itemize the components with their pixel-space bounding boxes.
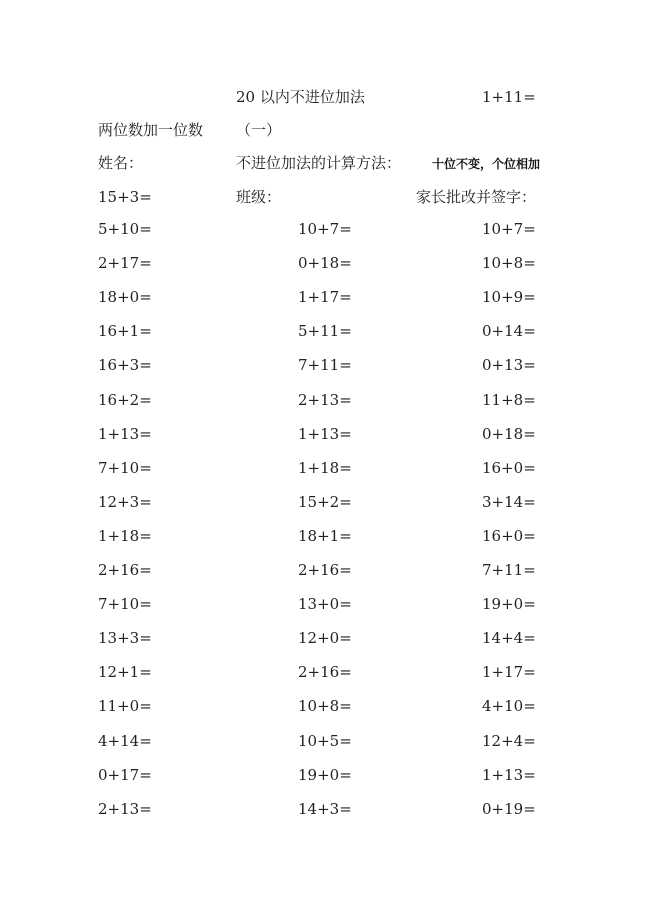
problem-row [0,219,650,239]
problem-row [0,390,650,410]
method-label: 不进位加法的计算方法： [236,154,402,172]
problem-cell: 16+1= [98,322,152,341]
problem-row [0,287,650,307]
method-text: 十位不变，个位相加 [432,157,541,171]
problem-cell: 2+16= [298,663,352,682]
problem-row [0,628,650,648]
problem-cell: 1+13= [98,424,152,443]
problem-cell: 10+7= [298,220,352,238]
problem-row [0,355,650,375]
problem-cell: 4+10= [482,697,536,716]
problem-cell: 2+16= [98,561,152,579]
problem-cell: 5+11= [298,322,352,341]
problem-cell: 7+10= [98,458,152,477]
problem-cell: 16+3= [98,356,152,375]
problem-cell: 18+1= [298,526,352,545]
problem-cell: 2+13= [298,390,352,409]
problem-row [0,662,650,682]
first-problem: 15+3= [98,188,152,206]
problem-cell: 16+0= [482,458,536,477]
problem-cell: 10+8= [482,254,536,273]
problem-row [0,321,650,341]
worksheet-subtitle: 两位数加一位数 [98,121,204,139]
problem-cell: 14+4= [482,629,536,648]
problem-cell: 10+7= [482,220,536,238]
problem-cell: 2+16= [298,561,352,579]
problem-cell: 11+0= [98,697,152,716]
problem-cell: 16+2= [98,390,152,409]
problem-cell: 12+0= [298,629,352,648]
problem-cell: 0+18= [482,424,536,443]
problem-cell: 15+2= [298,492,352,511]
problem-row [0,253,650,273]
worksheet-part: （一） [236,121,282,139]
problem-cell: 10+8= [298,697,352,716]
problem-cell: 0+19= [482,799,536,818]
problem-cell: 14+3= [298,799,352,818]
problem-cell: 13+3= [98,629,152,648]
problem-cell: 2+13= [98,799,152,818]
problem-cell: 12+4= [482,731,536,750]
problem-row [0,492,650,512]
sample-problem: 1+11= [482,88,536,106]
problem-cell: 1+13= [482,765,536,784]
problem-cell: 13+0= [298,595,352,614]
problem-row [0,526,650,546]
problem-cell: 10+9= [482,288,536,307]
problem-row [0,594,650,614]
problem-cell: 10+5= [298,731,352,750]
problem-cell: 0+17= [98,765,152,784]
problem-cell: 12+1= [98,663,152,682]
problem-row [0,458,650,478]
problem-row [0,696,650,716]
problem-cell: 0+18= [298,254,352,273]
problem-row [0,731,650,751]
problem-cell: 7+11= [298,356,352,375]
problem-cell: 1+17= [482,663,536,682]
parent-signature-label: 家长批改并签字： [416,188,537,206]
problem-cell: 4+14= [98,731,152,750]
problem-cell: 5+10= [98,220,152,238]
problem-cell: 7+10= [98,595,152,614]
name-label: 姓名： [98,154,144,172]
problem-cell: 19+0= [482,595,536,614]
problem-cell: 1+18= [298,458,352,477]
problem-cell: 16+0= [482,526,536,545]
problem-cell: 2+17= [98,254,152,273]
problem-cell: 18+0= [98,288,152,307]
problem-cell: 1+13= [298,424,352,443]
problem-cell: 19+0= [298,765,352,784]
problem-cell: 1+17= [298,288,352,307]
problem-cell: 7+11= [482,561,536,579]
problem-cell: 11+8= [482,390,536,409]
problem-cell: 1+18= [98,526,152,545]
problem-cell: 0+14= [482,322,536,341]
problem-cell: 3+14= [482,492,536,511]
problem-row [0,424,650,444]
worksheet-title: 20 以内不进位加法 [236,88,365,106]
problem-row [0,799,650,819]
problem-row [0,560,650,580]
problem-cell: 12+3= [98,492,152,511]
problem-cell: 0+13= [482,356,536,375]
class-label: 班级： [236,188,282,206]
problem-row [0,765,650,785]
